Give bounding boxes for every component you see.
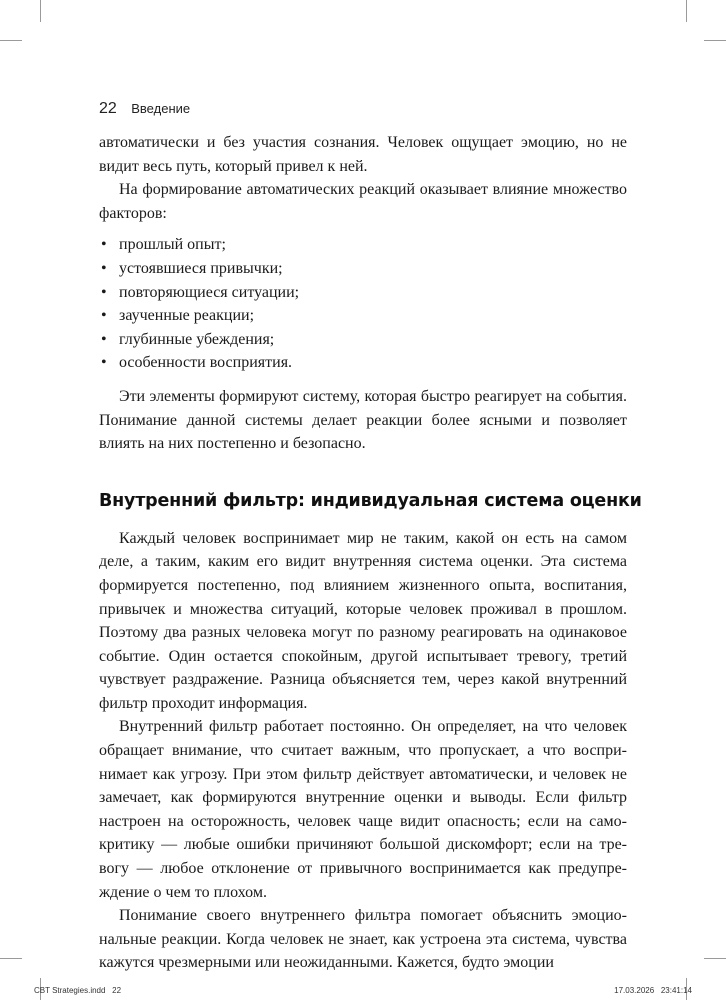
crop-mark-top-left — [40, 0, 41, 22]
slug-file-name: CBT Strategies.indd 22 — [34, 986, 122, 995]
bullet-icon: • — [101, 259, 107, 277]
paragraph-2: На формирование автоматических реакций оказывает влияние множество факторов: — [99, 181, 627, 222]
section-heading: Внутренний фильтр: индивидуальная система оценки — [99, 490, 642, 511]
paragraph-1: автоматически и без участия сознания. Человек ощущает эмоцию, но не видит весь путь, который привел к ней. — [99, 134, 627, 175]
page-number: 22 — [99, 100, 117, 117]
bullet-icon: • — [101, 354, 107, 372]
running-head — [99, 100, 190, 118]
crop-mark-bottom-right-h — [704, 958, 726, 959]
slug-timestamp: 17.03.2026 23:41:14 — [614, 986, 692, 995]
crop-mark-bottom-left-h — [0, 958, 22, 959]
crop-mark-top-right — [686, 0, 687, 22]
factor-list — [99, 233, 627, 375]
list-item: • повторяющиеся ситуации; — [99, 281, 627, 305]
list-item: • глубинные убеждения; — [99, 328, 627, 352]
bullet-icon: • — [101, 236, 107, 254]
crop-mark-top-right-h — [704, 40, 726, 41]
list-item: • устоявшиеся привычки; — [99, 257, 627, 281]
list-item: • особенности восприятия. — [99, 351, 627, 375]
list-item: • заученные реакции; — [99, 304, 627, 328]
bullet-icon: • — [101, 283, 107, 301]
paragraph-3: Эти элементы формируют систему, которая быстро реагирует на события. Понимание данной системы делает реакции более ясными и позволяет влиять на них постепенно и безопасно. — [99, 387, 627, 453]
bullet-icon: • — [101, 307, 107, 325]
paragraph-4: Каждый человек воспринимает мир не таким, какой он есть на самом деле, а таким, каким его видит внутренняя система оценки. Эта система формируется постепенно, под влиянием жизненного опыта, воспитания, привычек и множества ситуаций, которые человек проживал в прошлом. Поэтому два разных человека могут по разному реагировать на одинаковое событие. Один остается спокойным, другой испытывает тревогу, третий чувствует раздражение. Разница объясняется тем, через какой внутренний фильтр проходит информация. — [99, 529, 627, 712]
bullet-icon: • — [101, 330, 107, 348]
crop-mark-top-left-h — [0, 40, 22, 41]
body-text — [99, 131, 642, 975]
paragraph-5: Внутренний фильтр работает постоянно. Он определяет, на что человек обращает внимание, что считает важным, что пропускает, а что воспринимает как угрозу. При этом фильтр действует автоматически, и человек не замечает, как формируются внутренние оценки и выводы. Если фильтр настроен на осторожность, человек чаще видит опасность; если на самокритику — любые ошибки причиняют большой дискомфорт; если на тревогу — любое отклонение от привычного воспринимается как предупреждение о чем то плохом. — [99, 718, 627, 901]
section-title: Введение — [131, 101, 191, 116]
list-item: • прошлый опыт; — [99, 233, 627, 257]
paragraph-6: Понимание своего внутреннего фильтра помогает объяснить эмоциональные реакции. Когда человек не знает, как устроена эта система, чувства кажутся чрезмерными или неожиданными. Кажется, будто эмоции — [99, 907, 627, 972]
